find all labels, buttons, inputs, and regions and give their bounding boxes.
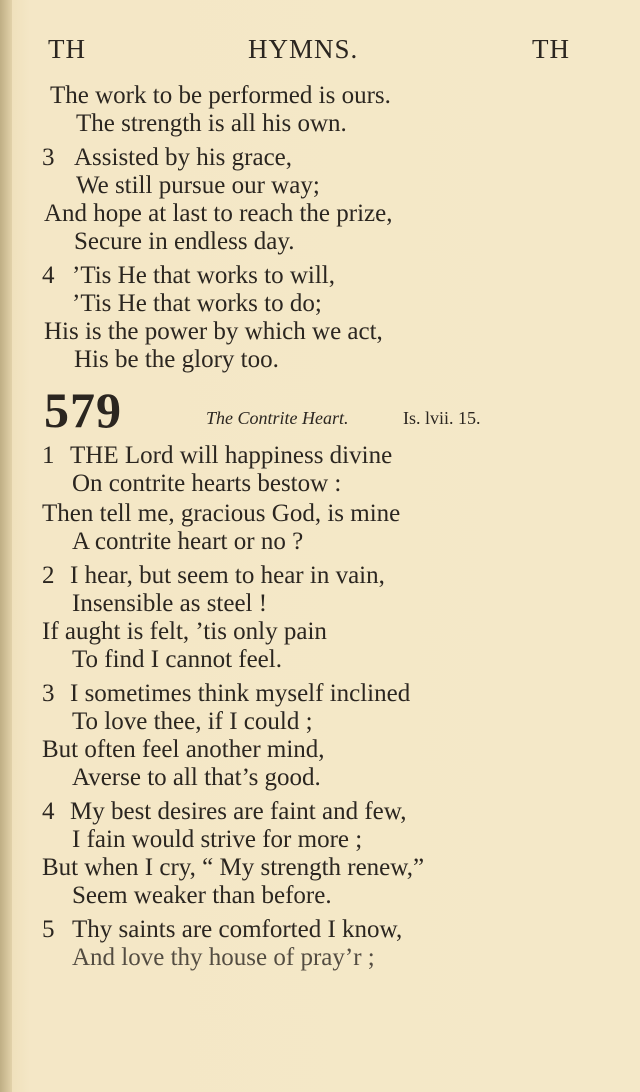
verse-line: The work to be performed is ours.: [50, 82, 391, 109]
verse-line: The strength is all his own.: [76, 110, 347, 137]
verse-line: My best desires are faint and few,: [70, 798, 407, 825]
verse-line: We still pursue our way;: [76, 172, 320, 199]
verse-line: To love thee, if I could ;: [72, 708, 313, 735]
verse-line: But often feel another mind,: [42, 736, 325, 763]
verse-line: And love thy house of pray’r ;: [72, 944, 375, 971]
verse-line: A contrite heart or no ?: [72, 528, 304, 555]
verse-line: And hope at last to reach the prize,: [44, 200, 393, 227]
verse-number: 4: [42, 798, 55, 825]
verse-number: 1: [42, 442, 55, 469]
verse-line: But when I cry, “ My strength renew,”: [42, 854, 425, 881]
verse-line: If aught is felt, ’tis only pain: [42, 618, 327, 645]
verse-number: 3: [42, 680, 55, 707]
scripture-reference: Is. lvii. 15.: [403, 408, 481, 428]
verse-line: To find I cannot feel.: [72, 646, 282, 673]
verse-line: Secure in endless day.: [74, 228, 295, 255]
verse-line: I hear, but seem to hear in vain,: [70, 562, 385, 589]
hymn-subject: The Contrite Heart.: [206, 408, 349, 428]
verse-line: His is the power by which we act,: [44, 318, 383, 345]
verse-line: Then tell me, gracious God, is mine: [42, 500, 401, 527]
verse-line: ’Tis He that works to do;: [72, 290, 322, 317]
verse-line: Assisted by his grace,: [74, 144, 293, 171]
verse-line: Thy saints are comforted I know,: [72, 916, 403, 943]
verse-line: Insensible as steel !: [72, 590, 268, 617]
running-header: [0, 34, 640, 68]
verse-line: I fain would strive for more ;: [72, 826, 363, 853]
header-right: TH: [532, 34, 570, 64]
verse-line: His be the glory too.: [74, 346, 279, 373]
verse-line: I sometimes think myself inclined: [70, 680, 411, 707]
verse-line: THE Lord will happiness divine: [70, 442, 393, 469]
verse-number: 3: [42, 144, 55, 171]
verse-line: Seem weaker than before.: [72, 882, 332, 909]
verse-line: ’Tis He that works to will,: [72, 262, 335, 289]
verse-line: On contrite hearts bestow :: [72, 470, 342, 497]
header-left: TH: [48, 34, 86, 64]
verse-number: 5: [42, 916, 55, 943]
verse-number: 2: [42, 562, 55, 589]
page-gutter: [0, 0, 12, 1092]
verse-number: 4: [42, 262, 55, 289]
hymn-number: 579: [44, 382, 122, 438]
verse-line: Averse to all that’s good.: [72, 764, 321, 791]
header-title: HYMNS.: [248, 34, 359, 64]
